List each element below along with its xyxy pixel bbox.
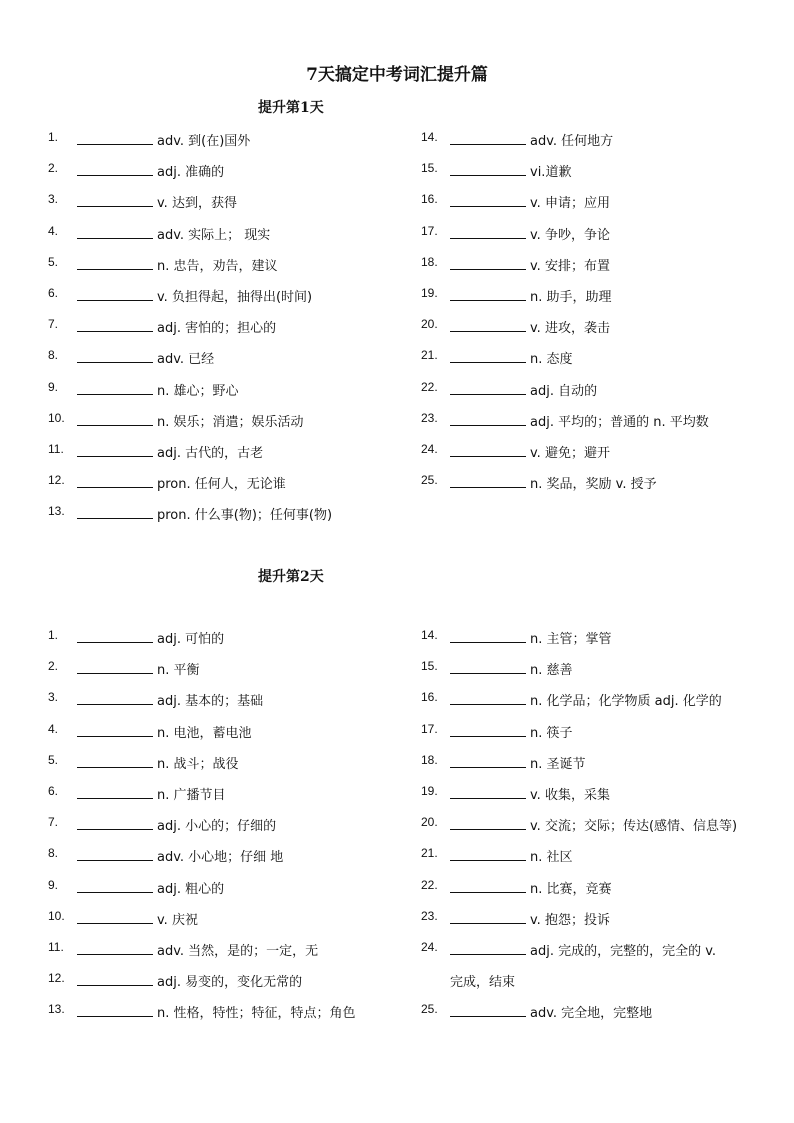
answer-blank[interactable] [450, 923, 526, 924]
answer-blank[interactable] [450, 954, 526, 955]
answer-blank[interactable] [77, 175, 153, 176]
vocab-number: 6. [48, 784, 59, 798]
day1-heading: 提升第1天 [258, 100, 324, 116]
answer-blank[interactable] [450, 673, 526, 674]
answer-blank[interactable] [77, 1016, 153, 1017]
vocab-definition: pron. 任何人，无论谁 [157, 477, 286, 492]
vocab-definition: adj. 自动的 [530, 384, 598, 399]
vocab-number: 24. [421, 442, 438, 456]
vocab-number: 16. [421, 690, 438, 704]
answer-blank[interactable] [450, 175, 526, 176]
answer-blank[interactable] [77, 923, 153, 924]
vocab-definition: v. 交流；交际；传达(感情、信息等) [530, 819, 738, 834]
vocab-number: 6. [48, 286, 59, 300]
answer-blank[interactable] [77, 704, 153, 705]
vocab-number: 3. [48, 192, 59, 206]
vocab-definition: n. 态度 [530, 352, 573, 367]
answer-blank[interactable] [450, 144, 526, 145]
vocab-definition: adj. 害怕的；担心的 [157, 321, 277, 336]
answer-blank[interactable] [77, 238, 153, 239]
vocab-definition: n. 奖品，奖励 v. 授予 [530, 477, 657, 492]
vocab-definition: n. 助手，助理 [530, 290, 612, 305]
vocab-definition: n. 雄心；野心 [157, 384, 239, 399]
answer-blank[interactable] [77, 300, 153, 301]
vocab-number: 11. [48, 940, 64, 954]
vocab-number: 5. [48, 753, 59, 767]
vocab-number: 15. [421, 161, 438, 175]
vocab-number: 21. [421, 348, 438, 362]
vocab-definition: n. 化学品；化学物质 adj. 化学的 [530, 694, 722, 709]
answer-blank[interactable] [450, 394, 526, 395]
vocab-definition: n. 主管；掌管 [530, 632, 612, 647]
vocab-definition: n. 慈善 [530, 663, 573, 678]
vocab-definition: adj. 粗心的 [157, 882, 225, 897]
vocab-number: 8. [48, 846, 59, 860]
vocab-definition: adv. 当然，是的；一定，无 [157, 944, 319, 959]
vocab-definition: n. 娱乐；消遣；娱乐活动 [157, 415, 304, 430]
answer-blank[interactable] [77, 860, 153, 861]
vocab-number: 25. [421, 473, 438, 487]
answer-blank[interactable] [77, 425, 153, 426]
vocab-definition: v. 收集，采集 [530, 788, 610, 803]
vocab-definition: adv. 已经 [157, 352, 215, 367]
answer-blank[interactable] [77, 736, 153, 737]
vocab-definition: v. 安排；布置 [530, 259, 610, 274]
vocab-number: 20. [421, 815, 438, 829]
vocab-number: 23. [421, 909, 438, 923]
vocab-number: 24. [421, 940, 438, 954]
vocab-number: 2. [48, 659, 59, 673]
vocab-definition: v. 达到，获得 [157, 196, 237, 211]
vocab-definition: n. 筷子 [530, 726, 573, 741]
answer-blank[interactable] [450, 829, 526, 830]
answer-blank[interactable] [77, 892, 153, 893]
vocab-number: 14. [421, 628, 438, 642]
answer-blank[interactable] [450, 1016, 526, 1017]
answer-blank[interactable] [77, 456, 153, 457]
vocab-definition: n. 性格，特性；特征，特点；角色 [157, 1006, 356, 1021]
answer-blank[interactable] [77, 487, 153, 488]
vocab-definition: adv. 实际上； 现实 [157, 228, 271, 243]
vocab-definition: adv. 任何地方 [530, 134, 614, 149]
vocab-definition: n. 社区 [530, 850, 573, 865]
vocab-definition: vi.道歉 [530, 165, 572, 180]
answer-blank[interactable] [77, 206, 153, 207]
vocab-definition: v. 负担得起，抽得出(时间) [157, 290, 313, 305]
vocab-definition: v. 避免；避开 [530, 446, 610, 461]
vocab-number: 12. [48, 473, 65, 487]
answer-blank[interactable] [450, 892, 526, 893]
answer-blank[interactable] [77, 269, 153, 270]
vocab-definition: adv. 小心地；仔细 地 [157, 850, 284, 865]
answer-blank[interactable] [450, 269, 526, 270]
vocab-definition: n. 电池，蓄电池 [157, 726, 252, 741]
vocab-definition: n. 平衡 [157, 663, 200, 678]
answer-blank[interactable] [450, 362, 526, 363]
vocab-definition: adv. 完全地，完整地 [530, 1006, 653, 1021]
vocab-definition: adj. 古代的，古老 [157, 446, 264, 461]
vocab-number: 4. [48, 224, 59, 238]
answer-blank[interactable] [77, 518, 153, 519]
vocab-definition: adj. 可怕的 [157, 632, 225, 647]
vocab-number: 15. [421, 659, 438, 673]
vocab-number: 19. [421, 784, 438, 798]
answer-blank[interactable] [77, 954, 153, 955]
vocab-number: 22. [421, 380, 438, 394]
vocab-number: 12. [48, 971, 65, 985]
answer-blank[interactable] [450, 425, 526, 426]
vocab-definition: adj. 基本的；基础 [157, 694, 264, 709]
vocab-number: 22. [421, 878, 438, 892]
vocab-number: 7. [48, 815, 59, 829]
vocab-definition: v. 抱怨；投诉 [530, 913, 610, 928]
vocab-definition: n. 战斗；战役 [157, 757, 239, 772]
vocab-number: 3. [48, 690, 59, 704]
answer-blank[interactable] [77, 144, 153, 145]
vocab-number: 10. [48, 411, 65, 425]
vocab-definition: adv. 到(在)国外 [157, 134, 251, 149]
answer-blank[interactable] [77, 642, 153, 643]
vocab-number: 13. [48, 504, 65, 518]
vocab-number: 7. [48, 317, 59, 331]
vocab-number: 21. [421, 846, 438, 860]
vocab-definition: n. 广播节目 [157, 788, 226, 803]
vocab-definition: v. 进攻，袭击 [530, 321, 610, 336]
answer-blank[interactable] [450, 798, 526, 799]
vocab-number: 5. [48, 255, 59, 269]
answer-blank[interactable] [77, 798, 153, 799]
vocab-number: 9. [48, 380, 59, 394]
answer-blank[interactable] [450, 331, 526, 332]
vocab-definition: adj. 完成的，完整的，完全的 v. [530, 944, 717, 959]
vocab-definition: v. 庆祝 [157, 913, 198, 928]
answer-blank[interactable] [450, 238, 526, 239]
answer-blank[interactable] [450, 487, 526, 488]
vocab-number: 18. [421, 753, 438, 767]
vocab-definition: n. 忠告，劝告，建议 [157, 259, 278, 274]
answer-blank[interactable] [77, 767, 153, 768]
answer-blank[interactable] [77, 331, 153, 332]
vocab-definition: v. 争吵，争论 [530, 228, 610, 243]
vocab-definition: n. 圣诞节 [530, 757, 586, 772]
answer-blank[interactable] [450, 736, 526, 737]
vocab-number: 8. [48, 348, 59, 362]
answer-blank[interactable] [450, 300, 526, 301]
vocab-number: 20. [421, 317, 438, 331]
answer-blank[interactable] [450, 206, 526, 207]
vocab-number: 25. [421, 1002, 438, 1016]
answer-blank[interactable] [77, 985, 153, 986]
day2-heading: 提升第2天 [258, 569, 324, 585]
vocab-number: 10. [48, 909, 65, 923]
vocab-definition-continued: 完成，结束 [450, 975, 516, 990]
vocab-definition: adj. 易变的，变化无常的 [157, 975, 303, 990]
vocab-definition: adj. 平均的；普通的 n. 平均数 [530, 415, 709, 430]
vocab-number: 1. [48, 628, 59, 642]
vocab-number: 11. [48, 442, 64, 456]
answer-blank[interactable] [450, 642, 526, 643]
answer-blank[interactable] [77, 394, 153, 395]
vocab-number: 19. [421, 286, 438, 300]
answer-blank[interactable] [450, 767, 526, 768]
vocab-number: 16. [421, 192, 438, 206]
answer-blank[interactable] [450, 860, 526, 861]
vocab-definition: n. 比赛，竞赛 [530, 882, 612, 897]
vocab-number: 2. [48, 161, 59, 175]
vocab-number: 17. [421, 722, 438, 736]
answer-blank[interactable] [450, 704, 526, 705]
vocab-number: 14. [421, 130, 438, 144]
vocab-number: 9. [48, 878, 59, 892]
vocab-definition: adj. 小心的；仔细的 [157, 819, 277, 834]
vocab-number: 13. [48, 1002, 65, 1016]
answer-blank[interactable] [77, 362, 153, 363]
vocab-number: 1. [48, 130, 59, 144]
page-title: 7天搞定中考词汇提升篇 [306, 65, 488, 85]
vocab-definition: adj. 准确的 [157, 165, 225, 180]
answer-blank[interactable] [77, 829, 153, 830]
answer-blank[interactable] [450, 456, 526, 457]
vocab-number: 4. [48, 722, 59, 736]
vocab-number: 23. [421, 411, 438, 425]
vocab-definition: pron. 什么事(物)；任何事(物) [157, 508, 333, 523]
vocab-number: 17. [421, 224, 438, 238]
answer-blank[interactable] [77, 673, 153, 674]
vocab-number: 18. [421, 255, 438, 269]
vocab-definition: v. 申请；应用 [530, 196, 610, 211]
